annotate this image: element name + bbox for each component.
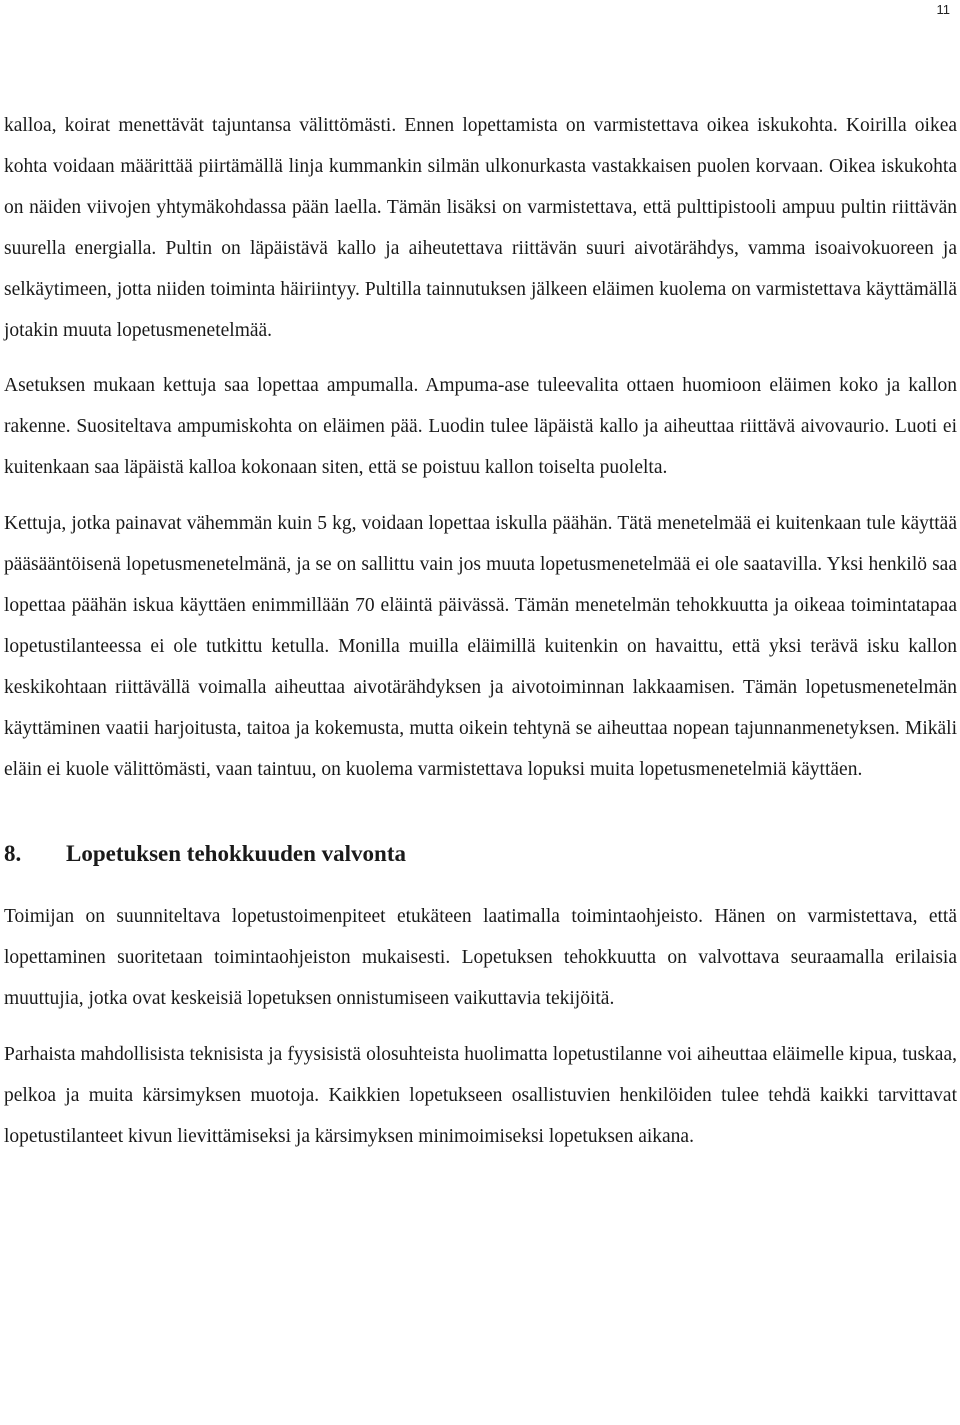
paragraph-operator-procedures: Toimijan on suunniteltava lopetustoimenpiteet etukäteen laatimalla toimintaohjeisto. Hänen on varmistettava, että lopettaminen suoritetaan toimintaohjeiston mukaisesti. Lopetuksen tehokkuutta on valvottava seuraamalla erilaisia muuttujia, jotka ovat keskeisiä lopetuksen onnistumiseen vaikuttavia tekijöitä.	[4, 906, 957, 1009]
section-heading	[4, 836, 957, 872]
document-body	[4, 105, 957, 1157]
page-number: 11	[936, 2, 950, 17]
paragraph-blow-to-head: Kettuja, jotka painavat vähemmän kuin 5 kg, voidaan lopettaa iskulla päähän. Tätä menetelmää ei kuitenkaan tule käyttää pääsääntöisenä lopetusmenetelmänä, ja se on sallittu vain jos muuta lopetusmenetelmää ei ole saatavilla. Yksi henkilö saa lopettaa päähän iskua käyttäen enimmillään 70 eläintä päivässä. Tämän menetelmän tehokkuutta ja oikeaa toimintatapaa lopetustilanteessa ei ole tutkittu ketulla. Monilla muilla eläimillä kuitenkin on havaittu, että yksi terävä isku kallon keskikohtaan riittävällä voimalla aiheuttaa aivotärähdyksen ja aivotoiminnan lakkaamisen. Tämän lopetusmenetelmän käyttäminen vaatii harjoitusta, taitoa ja kokemusta, mutta oikein tehtynä se aiheuttaa nopean tajunnanmenetyksen. Mikäli eläin ei kuole välittömästi, vaan taintuu, on kuolema varmistettava lopuksi muita lopetusmenetelmiä käyttäen.	[4, 513, 957, 780]
paragraph-stunning-verification: kalloa, koirat menettävät tajuntansa välittömästi. Ennen lopettamista on varmistettava oikea iskukohta. Koirilla oikea kohta voidaan määrittää piirtämällä linja kummankin silmän ulkonurkasta vastakkaisen puolen korvaan. Oikea iskukohta on näiden viivojen yhtymäkohdassa pään laella. Tämän lisäksi on varmistettava, että pulttipistooli ampuu pultin riittävän suurella energialla. Pultin on läpäistävä kallo ja aiheutettava riittävän suuri aivotärähdys, vamma isoaivokuoreen ja selkäytimeen, jotta niiden toiminta häiriintyy. Pultilla tainnutuksen jälkeen eläimen kuolema on varmistettava käyttämällä jotakin muuta lopetusmenetelmää.	[4, 115, 957, 341]
section-number: 8.	[4, 841, 22, 866]
section-title: Lopetuksen tehokkuuden valvonta	[66, 841, 406, 866]
paragraph-fox-shooting: Asetuksen mukaan kettuja saa lopettaa ampumalla. Ampuma-ase tuleevalita ottaen huomioon eläimen koko ja kallon rakenne. Suositeltava ampumiskohta on eläimen pää. Luodin tulee läpäistä kallo ja aiheuttaa riittävä aivovaurio. Luoti ei kuitenkaan saa läpäistä kalloa kokonaan siten, että se poistuu kallon toiselta puolelta.	[4, 375, 957, 478]
paragraph-minimizing-suffering: Parhaista mahdollisista teknisista ja fyysisistä olosuhteista huolimatta lopetustilanne voi aiheuttaa eläimelle kipua, tuskaa, pelkoa ja muita kärsimyksen muotoja. Kaikkien lopetukseen osallistuvien henkilöiden tulee tehdä kaikki tarvittavat lopetustilanteet kivun lievittämiseksi ja kärsimyksen minimoimiseksi lopetuksen aikana.	[4, 1044, 957, 1147]
